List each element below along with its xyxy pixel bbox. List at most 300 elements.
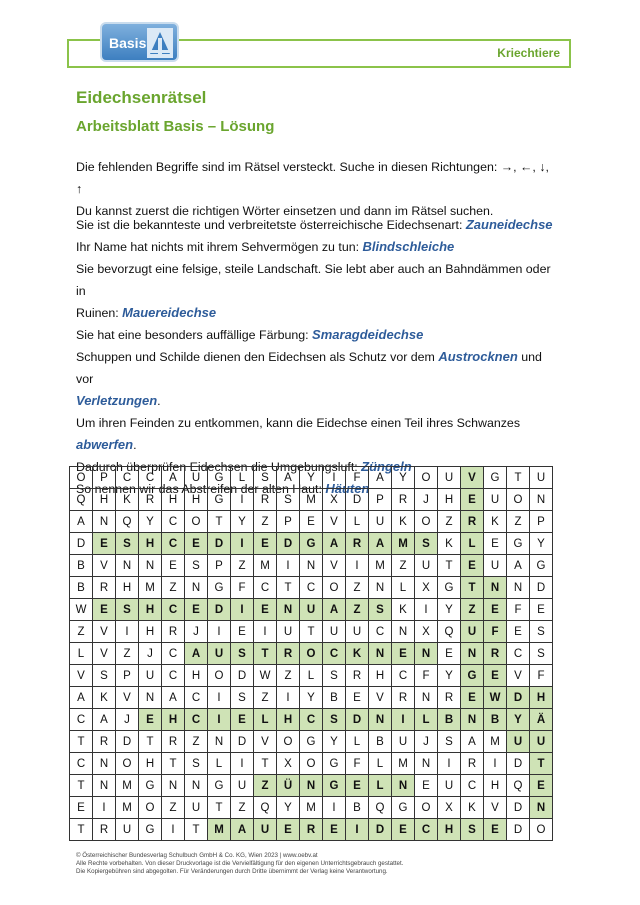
grid-cell: N <box>93 775 116 797</box>
grid-cell: I <box>208 709 231 731</box>
grid-cell: T <box>208 511 231 533</box>
answer-9: Häuten <box>325 481 370 496</box>
grid-cell: U <box>277 621 300 643</box>
grid-cell: S <box>438 731 461 753</box>
grid-row <box>70 533 553 555</box>
grid-cell: F <box>507 599 530 621</box>
category-label: Kriechtiere <box>497 46 560 60</box>
grid-cell: G <box>530 555 553 577</box>
grid-cell: Y <box>139 511 162 533</box>
grid-cell: E <box>484 665 507 687</box>
grid-cell: S <box>277 489 300 511</box>
grid-cell: T <box>70 819 93 841</box>
grid-cell: U <box>300 599 323 621</box>
grid-cell: I <box>392 709 415 731</box>
grid-cell: M <box>116 797 139 819</box>
grid-cell: E <box>231 621 254 643</box>
grid-cell: U <box>231 775 254 797</box>
grid-cell: M <box>139 577 162 599</box>
grid-cell: Z <box>162 797 185 819</box>
grid-cell: O <box>208 665 231 687</box>
grid-cell: O <box>300 643 323 665</box>
grid-cell: S <box>231 687 254 709</box>
grid-cell: G <box>392 797 415 819</box>
grid-cell: K <box>116 489 139 511</box>
grid-cell: S <box>530 621 553 643</box>
grid-cell: I <box>116 621 139 643</box>
grid-cell: V <box>93 621 116 643</box>
grid-cell: G <box>300 731 323 753</box>
grid-cell: Z <box>277 665 300 687</box>
grid-cell: A <box>507 555 530 577</box>
grid-cell: N <box>185 577 208 599</box>
grid-cell: Q <box>254 797 277 819</box>
grid-cell: Z <box>392 555 415 577</box>
grid-cell: I <box>346 555 369 577</box>
clue-7-cont: abwerfen. <box>76 437 137 452</box>
clue-7: Um ihren Feinden zu entkommen, kann die Eidechse einen Teil ihres Schwanzes <box>76 416 521 430</box>
grid-cell: F <box>346 753 369 775</box>
grid-cell: R <box>93 731 116 753</box>
grid-cell: E <box>484 599 507 621</box>
triangle-logo-icon <box>147 28 173 58</box>
grid-cell: L <box>70 643 93 665</box>
grid-cell: D <box>507 687 530 709</box>
grid-cell: T <box>277 577 300 599</box>
grid-cell: H <box>139 599 162 621</box>
grid-cell: U <box>507 731 530 753</box>
grid-cell: E <box>438 643 461 665</box>
grid-cell: Y <box>277 797 300 819</box>
grid-row <box>70 731 553 753</box>
grid-cell: T <box>139 731 162 753</box>
clue-4: Sie hat eine besonders auffällige Färbung: Smaragdeidechse <box>76 327 424 342</box>
grid-cell: I <box>484 753 507 775</box>
grid-cell: W <box>484 687 507 709</box>
grid-cell: Z <box>461 599 484 621</box>
grid-cell: A <box>162 687 185 709</box>
grid-cell: L <box>208 753 231 775</box>
grid-cell: Q <box>507 775 530 797</box>
grid-cell: N <box>369 709 392 731</box>
grid-cell: R <box>346 533 369 555</box>
grid-cell: T <box>530 753 553 775</box>
grid-cell: Z <box>346 577 369 599</box>
grid-cell: E <box>484 533 507 555</box>
answer-5: Austrocknen <box>438 349 518 364</box>
grid-cell: Z <box>116 643 139 665</box>
grid-cell: R <box>438 687 461 709</box>
footer-line-3: Die Kopiergebühren sind abgegolten. Für Veränderungen durch Dritte übernimmt der Verlag keine Verantwortung. <box>76 868 388 875</box>
grid-cell: P <box>277 511 300 533</box>
grid-cell: R <box>277 643 300 665</box>
grid-cell: R <box>93 577 116 599</box>
grid-cell: N <box>277 599 300 621</box>
grid-cell: A <box>93 709 116 731</box>
grid-cell: H <box>369 665 392 687</box>
page-title: Eidechsenrätsel <box>76 88 207 107</box>
grid-cell: U <box>323 621 346 643</box>
grid-cell: V <box>507 665 530 687</box>
grid-row <box>70 709 553 731</box>
grid-cell: L <box>254 709 277 731</box>
grid-cell: V <box>93 555 116 577</box>
clue-3: Sie bevorzugt eine felsige, steile Landschaft. Sie lebt aber auch an Bahndämmen oder in <box>76 262 551 298</box>
grid-cell: D <box>507 797 530 819</box>
grid-cell: H <box>139 621 162 643</box>
grid-row <box>70 797 553 819</box>
grid-cell: Y <box>392 467 415 489</box>
grid-cell: C <box>507 643 530 665</box>
grid-cell: E <box>392 643 415 665</box>
grid-cell: H <box>162 709 185 731</box>
grid-cell: D <box>116 731 139 753</box>
grid-cell: P <box>116 665 139 687</box>
grid-cell: J <box>139 643 162 665</box>
grid-cell: C <box>300 709 323 731</box>
grid-cell: C <box>70 753 93 775</box>
grid-cell: S <box>369 599 392 621</box>
grid-cell: L <box>231 467 254 489</box>
grid-cell: S <box>415 533 438 555</box>
grid-cell: I <box>254 621 277 643</box>
grid-cell: V <box>461 467 484 489</box>
grid-cell: O <box>415 511 438 533</box>
grid-cell: D <box>231 665 254 687</box>
grid-cell: E <box>70 797 93 819</box>
grid-cell: E <box>93 533 116 555</box>
grid-cell: U <box>438 467 461 489</box>
grid-cell: U <box>369 511 392 533</box>
grid-cell: C <box>300 577 323 599</box>
grid-cell: B <box>70 555 93 577</box>
grid-cell: E <box>139 709 162 731</box>
grid-cell: C <box>162 511 185 533</box>
grid-cell: H <box>277 709 300 731</box>
grid-cell: Z <box>507 511 530 533</box>
grid-cell: D <box>369 819 392 841</box>
grid-cell: U <box>208 643 231 665</box>
grid-cell: C <box>70 709 93 731</box>
grid-cell: E <box>277 819 300 841</box>
grid-cell: Z <box>185 731 208 753</box>
grid-cell: H <box>162 489 185 511</box>
grid-cell: E <box>162 555 185 577</box>
grid-cell: K <box>392 599 415 621</box>
grid-row <box>70 643 553 665</box>
grid-cell: M <box>300 797 323 819</box>
grid-cell: E <box>507 621 530 643</box>
grid-cell: E <box>530 775 553 797</box>
grid-cell: S <box>461 819 484 841</box>
grid-cell: N <box>461 709 484 731</box>
grid-cell: N <box>208 731 231 753</box>
grid-cell: A <box>323 533 346 555</box>
grid-cell: D <box>530 577 553 599</box>
grid-cell: G <box>323 753 346 775</box>
grid-cell: Q <box>438 621 461 643</box>
grid-cell: E <box>461 555 484 577</box>
grid-cell: J <box>116 709 139 731</box>
grid-cell: U <box>185 467 208 489</box>
grid-cell: A <box>231 819 254 841</box>
grid-cell: R <box>461 511 484 533</box>
grid-cell: L <box>369 753 392 775</box>
grid-cell: I <box>231 753 254 775</box>
grid-cell: E <box>323 819 346 841</box>
grid-cell: N <box>392 775 415 797</box>
grid-cell: T <box>70 731 93 753</box>
grid-cell: N <box>369 643 392 665</box>
grid-cell: N <box>530 797 553 819</box>
grid-row <box>70 775 553 797</box>
grid-cell: E <box>300 511 323 533</box>
grid-cell: S <box>530 643 553 665</box>
grid-cell: N <box>415 687 438 709</box>
grid-cell: U <box>461 621 484 643</box>
grid-cell: L <box>300 665 323 687</box>
grid-cell: D <box>346 489 369 511</box>
grid-cell: X <box>415 621 438 643</box>
grid-cell: S <box>185 555 208 577</box>
grid-cell: D <box>208 533 231 555</box>
grid-cell: O <box>116 753 139 775</box>
grid-cell: T <box>208 797 231 819</box>
grid-cell: B <box>323 687 346 709</box>
grid-cell: I <box>208 621 231 643</box>
grid-cell: V <box>369 687 392 709</box>
grid-cell: H <box>139 753 162 775</box>
grid-cell: G <box>139 775 162 797</box>
answer-4: Smaragdeidechse <box>312 327 424 342</box>
grid-cell: C <box>162 599 185 621</box>
grid-cell: M <box>208 819 231 841</box>
word-search-grid <box>69 466 553 841</box>
grid-cell: I <box>323 467 346 489</box>
grid-cell: K <box>484 511 507 533</box>
grid-cell: M <box>254 555 277 577</box>
grid-cell: N <box>139 555 162 577</box>
grid-cell: Z <box>162 577 185 599</box>
grid-cell: R <box>139 489 162 511</box>
grid-cell: S <box>116 533 139 555</box>
grid-row <box>70 819 553 841</box>
grid-cell: B <box>438 709 461 731</box>
grid-cell: Z <box>70 621 93 643</box>
copyright-footer <box>76 852 403 876</box>
grid-cell: C <box>162 665 185 687</box>
clue-list <box>76 214 556 500</box>
grid-cell: O <box>185 511 208 533</box>
answer-6: Verletzungen <box>76 393 158 408</box>
clue-3-cont: Ruinen: Mauereidechse <box>76 305 217 320</box>
grid-cell: Z <box>254 775 277 797</box>
grid-cell: M <box>484 731 507 753</box>
grid-cell: R <box>300 819 323 841</box>
grid-row <box>70 577 553 599</box>
grid-cell: C <box>369 621 392 643</box>
grid-cell: W <box>254 665 277 687</box>
grid-cell: S <box>185 753 208 775</box>
grid-cell: G <box>300 533 323 555</box>
grid-cell: Y <box>231 511 254 533</box>
grid-cell: L <box>415 709 438 731</box>
grid-cell: A <box>162 467 185 489</box>
grid-cell: V <box>323 511 346 533</box>
clue-8: Dadurch überprüfen Eidechsen die Umgebungsluft: Züngeln <box>76 459 412 474</box>
answer-8: Züngeln <box>361 459 412 474</box>
grid-cell: Y <box>300 687 323 709</box>
grid-cell: P <box>369 489 392 511</box>
logo-text: Basis <box>109 35 147 51</box>
grid-cell: J <box>415 489 438 511</box>
grid-row <box>70 599 553 621</box>
grid-cell: X <box>438 797 461 819</box>
grid-cell: Z <box>254 687 277 709</box>
grid-cell: L <box>392 577 415 599</box>
grid-cell: I <box>231 599 254 621</box>
clue-2: Ihr Name hat nichts mit ihrem Sehvermögen zu tun: Blindschleiche <box>76 239 455 254</box>
grid-cell: D <box>231 731 254 753</box>
grid-cell: M <box>300 489 323 511</box>
grid-cell: P <box>530 511 553 533</box>
grid-cell: Y <box>323 731 346 753</box>
grid-cell: G <box>208 467 231 489</box>
grid-cell: I <box>346 819 369 841</box>
grid-cell: D <box>507 819 530 841</box>
clue-5-cont: Verletzungen. <box>76 393 161 408</box>
grid-cell: Q <box>116 511 139 533</box>
grid-cell: Z <box>231 555 254 577</box>
grid-cell: P <box>93 467 116 489</box>
grid-cell: L <box>346 511 369 533</box>
grid-cell: I <box>415 599 438 621</box>
grid-cell: A <box>461 731 484 753</box>
answer-2: Blindschleiche <box>362 239 455 254</box>
grid-cell: Y <box>507 709 530 731</box>
grid-cell: C <box>162 533 185 555</box>
grid-cell: J <box>415 731 438 753</box>
grid-cell: T <box>70 775 93 797</box>
grid-cell: O <box>323 577 346 599</box>
grid-cell: N <box>415 753 438 775</box>
grid-cell: M <box>392 533 415 555</box>
grid-cell: G <box>208 577 231 599</box>
grid-cell: K <box>461 797 484 819</box>
grid-cell: H <box>93 489 116 511</box>
grid-cell: E <box>415 775 438 797</box>
grid-cell: U <box>392 731 415 753</box>
grid-cell: A <box>369 533 392 555</box>
answer-3: Mauereidechse <box>122 305 217 320</box>
grid-cell: N <box>461 643 484 665</box>
grid-cell: E <box>254 599 277 621</box>
grid-cell: C <box>392 665 415 687</box>
grid-cell: T <box>185 819 208 841</box>
grid-cell: G <box>507 533 530 555</box>
grid-cell: D <box>70 533 93 555</box>
grid-row <box>70 687 553 709</box>
grid-cell: G <box>484 467 507 489</box>
grid-cell: K <box>93 687 116 709</box>
clue-5: Schuppen und Schilde dienen den Eidechsen als Schutz vor dem Austrocknen und vor <box>76 349 542 386</box>
intro-text <box>76 156 556 222</box>
footer-line-2: Alle Rechte vorbehalten. Von dieser Druckvorlage ist die Vervielfältigung für den eigenen Unterrichtsgebrauch gestattet. <box>76 860 404 867</box>
grid-cell: D <box>346 709 369 731</box>
grid-cell: U <box>415 555 438 577</box>
grid-cell: I <box>208 687 231 709</box>
grid-cell: U <box>530 467 553 489</box>
grid-cell: X <box>415 577 438 599</box>
grid-cell: P <box>208 555 231 577</box>
grid-cell: Z <box>438 511 461 533</box>
grid-row <box>70 489 553 511</box>
grid-cell: U <box>254 819 277 841</box>
grid-cell: N <box>116 555 139 577</box>
grid-cell: M <box>369 555 392 577</box>
grid-cell: T <box>254 643 277 665</box>
grid-cell: E <box>484 819 507 841</box>
grid-cell: I <box>162 819 185 841</box>
grid-cell: N <box>139 687 162 709</box>
grid-cell: X <box>277 753 300 775</box>
grid-cell: O <box>300 753 323 775</box>
grid-cell: Q <box>70 489 93 511</box>
grid-cell: E <box>346 687 369 709</box>
grid-cell: Ü <box>277 775 300 797</box>
grid-cell: H <box>438 489 461 511</box>
grid-cell: U <box>484 555 507 577</box>
grid-cell: N <box>484 577 507 599</box>
grid-cell: C <box>162 643 185 665</box>
footer-line-1: © Österreichischer Bundesverlag Schulbuch GmbH & Co. KG, Wien 2023 | www.oebv.at <box>76 852 318 859</box>
grid-cell: I <box>277 687 300 709</box>
grid-row <box>70 665 553 687</box>
grid-cell: T <box>162 753 185 775</box>
grid-cell: S <box>93 665 116 687</box>
intro-line-1: Die fehlenden Begriffe sind im Rätsel versteckt. Suche in diesen Richtungen: →, ←, ↓, ↑ <box>76 160 549 196</box>
grid-cell: S <box>254 467 277 489</box>
grid-cell: N <box>162 775 185 797</box>
grid-cell: G <box>323 775 346 797</box>
grid-cell: F <box>530 665 553 687</box>
grid-cell: H <box>139 533 162 555</box>
grid-cell: V <box>254 731 277 753</box>
grid-cell: B <box>70 577 93 599</box>
grid-cell: V <box>116 687 139 709</box>
grid-cell: Z <box>254 511 277 533</box>
grid-cell: U <box>116 819 139 841</box>
grid-cell: C <box>461 775 484 797</box>
grid-cell: R <box>162 621 185 643</box>
grid-cell: N <box>369 577 392 599</box>
grid-cell: T <box>507 467 530 489</box>
grid-cell: Q <box>369 797 392 819</box>
grid-cell: R <box>392 687 415 709</box>
grid-cell: B <box>369 731 392 753</box>
grid-cell: O <box>530 819 553 841</box>
grid-cell: E <box>254 533 277 555</box>
grid-cell: G <box>461 665 484 687</box>
grid-cell: E <box>461 489 484 511</box>
grid-row <box>70 555 553 577</box>
grid-row <box>70 511 553 533</box>
grid-cell: U <box>185 797 208 819</box>
grid-cell: T <box>438 555 461 577</box>
grid-cell: F <box>484 621 507 643</box>
grid-cell: K <box>346 643 369 665</box>
grid-cell: D <box>208 599 231 621</box>
